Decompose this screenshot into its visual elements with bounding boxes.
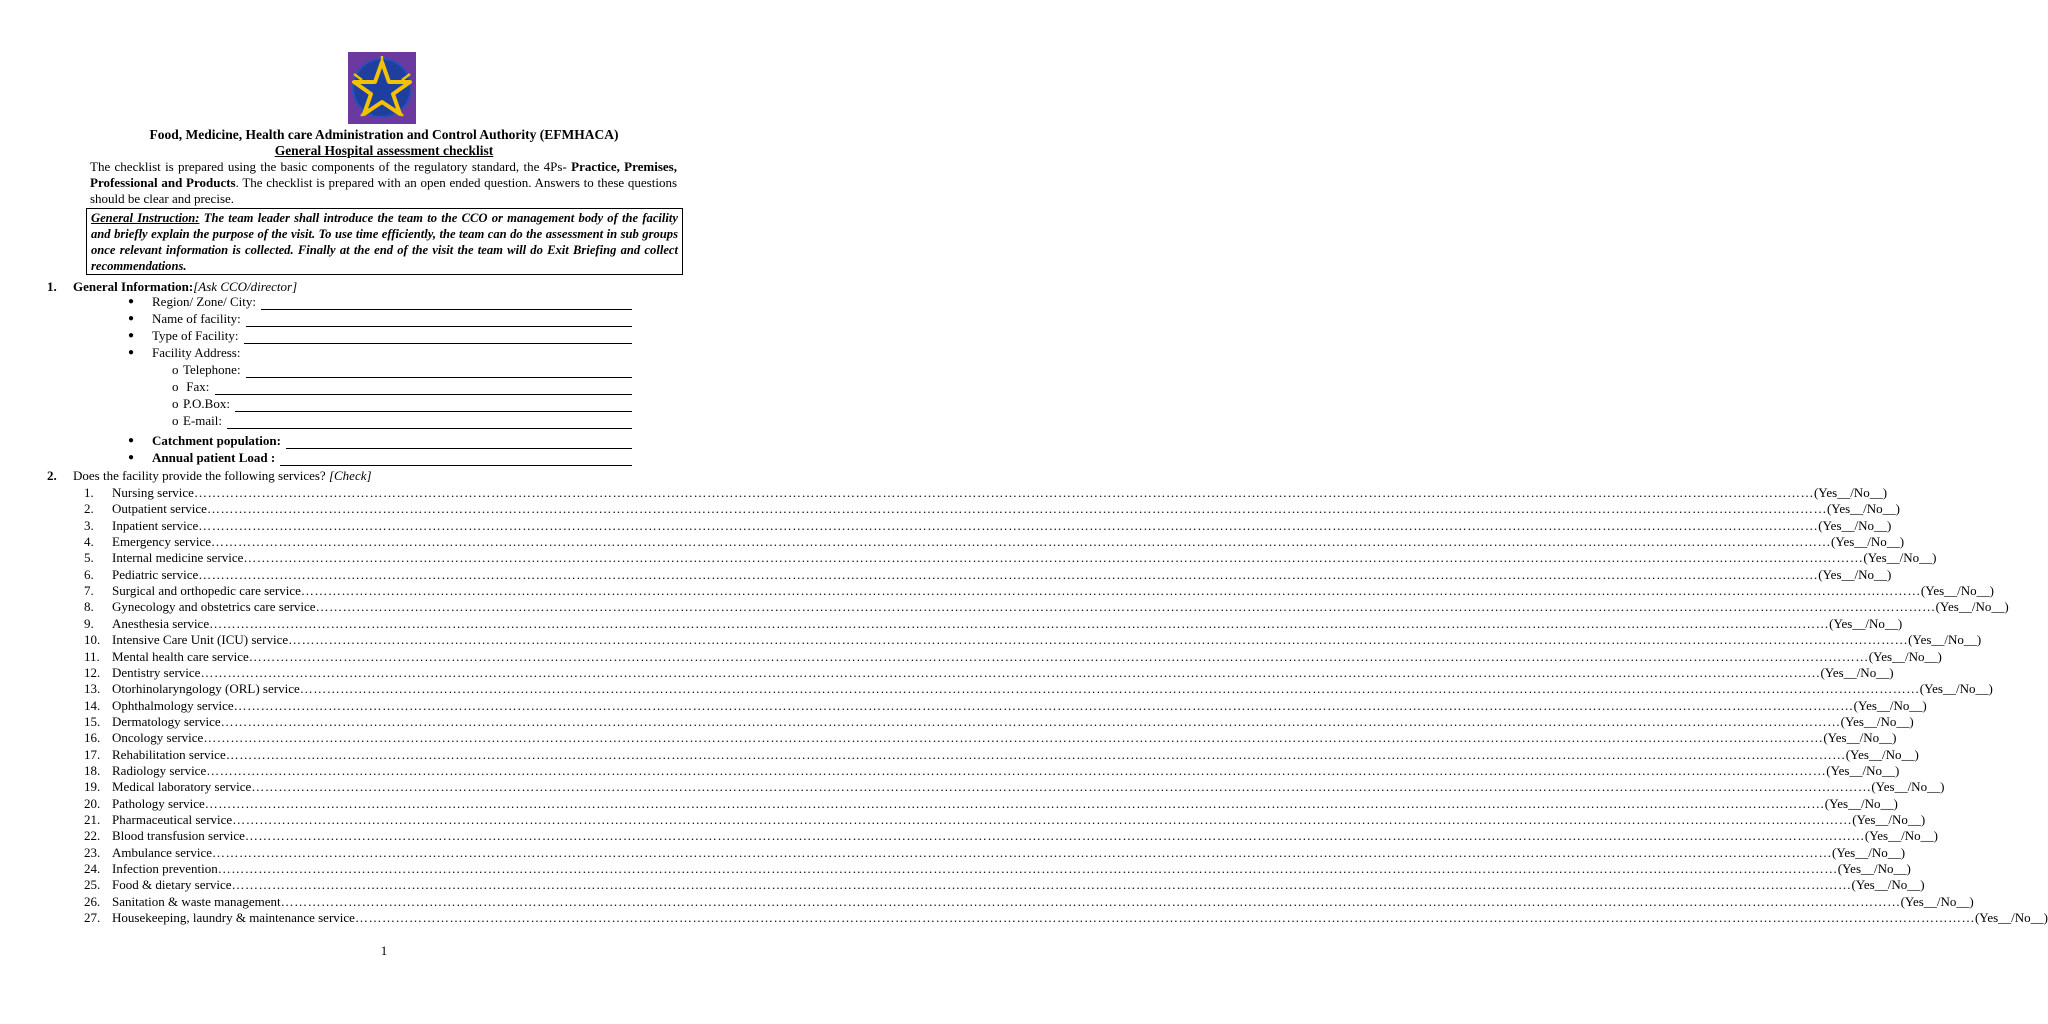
page-number: 1 xyxy=(380,943,388,958)
field-label: Region/ Zone/ City: xyxy=(152,294,260,309)
blank-line[interactable] xyxy=(280,453,632,466)
yes-no-check[interactable]: (Yes__/No__) xyxy=(1871,779,1945,794)
field-fax[interactable] xyxy=(172,379,648,395)
organization-title: Food, Medicine, Health care Administration and Control Authority (EFMHACA) xyxy=(149,127,619,142)
section-1-title: General Information xyxy=(73,279,189,294)
dot-leader: ……………………………………………………………………………………………………………………………………………………………………………………………………………………………………………………………………………………………………………………………… xyxy=(251,779,1872,794)
dot-leader: ……………………………………………………………………………………………………………………………………………………………………………………………………………………………………………………………………………………………………………………………… xyxy=(231,877,1852,892)
dot-leader: ……………………………………………………………………………………………………………………………………………………………………………………………………………………………………………………………………………………………………………………………… xyxy=(204,796,1825,811)
yes-no-check[interactable]: (Yes__/No__) xyxy=(1820,665,1894,680)
dot-leader: ……………………………………………………………………………………………………………………………………………………………………………………………………………………………………………………………………………………………………………………………… xyxy=(206,501,1827,516)
service-row[interactable] xyxy=(84,518,1892,534)
general-instruction-box xyxy=(86,208,683,275)
bullet-icon: ● xyxy=(128,435,135,446)
service-row[interactable] xyxy=(84,910,2048,926)
dot-leader: ……………………………………………………………………………………………………………………………………………………………………………………………………………………………………………………………………………………………………………………………… xyxy=(300,583,1921,598)
star-icon xyxy=(348,52,416,124)
intro-text-4ps: Practice, Premises, Professional and Products xyxy=(90,159,677,190)
service-number: 8. xyxy=(84,599,94,614)
service-name: Food & dietary service xyxy=(112,877,232,892)
bullet-icon: ● xyxy=(128,330,135,341)
instruction-text: The team leader shall introduce the team to the CCO or management body of the facility and briefly explain the purpose of the visit. To use time efficiently, the team can do the assessment in sub groups once relevant information is collected. Finally at the end of the visit the team will do Exit Briefing and collect recommendations. xyxy=(91,211,678,273)
service-name: Nursing service xyxy=(112,485,194,500)
service-number: 7. xyxy=(84,583,94,598)
service-number: 10. xyxy=(84,632,101,647)
dot-leader: ……………………………………………………………………………………………………………………………………………………………………………………………………………………………………………………………………………………………………………………………… xyxy=(248,649,1869,664)
sub-bullet-icon: o xyxy=(172,362,179,377)
yes-no-check[interactable]: (Yes__/No__) xyxy=(1826,501,1901,516)
service-row[interactable] xyxy=(84,861,1911,877)
service-number: 11. xyxy=(84,649,100,664)
service-name: Gynecology and obstetrics care service xyxy=(112,599,316,614)
service-row[interactable] xyxy=(84,714,1914,730)
dot-leader: ……………………………………………………………………………………………………………………………………………………………………………………………………………………………………………………………………………………………………………………………… xyxy=(217,861,1838,876)
service-number: 19. xyxy=(84,779,101,794)
field-label: Telephone: xyxy=(183,362,244,377)
blank-line[interactable] xyxy=(246,365,632,378)
service-name: Pathology service xyxy=(112,796,205,811)
service-number: 27. xyxy=(84,910,101,925)
service-name: Inpatient service xyxy=(112,518,199,533)
field-facility-name[interactable] xyxy=(128,311,648,327)
section-2-question: Does the facility provide the following services? xyxy=(73,468,329,483)
yes-no-check[interactable]: (Yes__/No__) xyxy=(1823,730,1897,745)
service-row[interactable] xyxy=(84,730,1897,746)
bullet-icon: ● xyxy=(128,347,135,358)
service-number: 25. xyxy=(84,877,101,892)
yes-no-check[interactable]: (Yes__/No__) xyxy=(1818,518,1892,533)
yes-no-check[interactable]: (Yes__/No__) xyxy=(1831,845,1906,860)
field-facility-address xyxy=(128,345,648,361)
yes-no-check[interactable]: (Yes__/No__) xyxy=(1868,649,1942,664)
service-number: 23. xyxy=(84,845,101,860)
yes-no-check[interactable]: (Yes__/No__) xyxy=(1864,828,1938,843)
service-row[interactable] xyxy=(84,747,1919,763)
service-number: 14. xyxy=(84,698,101,713)
section-2-note: [Check] xyxy=(328,468,372,483)
service-number: 16. xyxy=(84,730,101,745)
service-name: Pediatric service xyxy=(112,567,199,582)
yes-no-check[interactable]: (Yes__/No__) xyxy=(1851,877,1925,892)
intro-paragraph xyxy=(90,159,677,207)
service-row[interactable] xyxy=(84,779,1945,795)
service-number: 13. xyxy=(84,681,101,696)
blank-line[interactable] xyxy=(246,314,632,327)
bullet-icon: ● xyxy=(128,452,135,463)
document-title: General Hospital assessment checklist xyxy=(274,143,494,158)
field-catchment-population[interactable] xyxy=(128,433,648,449)
field-facility-type[interactable] xyxy=(128,328,648,344)
yes-no-check[interactable]: (Yes__/No__) xyxy=(1863,550,1937,565)
service-name: Infection prevention xyxy=(112,861,218,876)
field-label: Type of Facility: xyxy=(152,328,242,343)
service-name: Ambulance service xyxy=(112,845,212,860)
dot-leader: ……………………………………………………………………………………………………………………………………………………………………………………………………………………………………………………………………………………………………………………………… xyxy=(288,632,1909,647)
service-row[interactable] xyxy=(84,485,1888,501)
service-name: Medical laboratory service xyxy=(112,779,252,794)
service-name: Housekeeping, laundry & maintenance service xyxy=(112,910,355,925)
service-name: Intensive Care Unit (ICU) service xyxy=(112,632,289,647)
service-number: 3. xyxy=(84,518,94,533)
dot-leader: ……………………………………………………………………………………………………………………………………………………………………………………………………………………………………………………………………………………………………………………………… xyxy=(220,714,1841,729)
service-number: 9. xyxy=(84,616,94,631)
blank-line[interactable] xyxy=(244,331,632,344)
instruction-label: General Instruction: xyxy=(91,211,200,225)
service-row[interactable] xyxy=(84,550,1937,566)
service-row[interactable] xyxy=(84,681,1993,697)
service-name: Dermatology service xyxy=(112,714,221,729)
service-row[interactable] xyxy=(84,796,1898,812)
dot-leader: ……………………………………………………………………………………………………………………………………………………………………………………………………………………………………………………………………………………………………………………………… xyxy=(354,910,1975,925)
field-region[interactable] xyxy=(128,294,648,310)
field-label: E-mail: xyxy=(183,413,226,428)
service-name: Blood transfusion service xyxy=(112,828,245,843)
yes-no-check[interactable]: (Yes__/No__) xyxy=(1824,796,1898,811)
service-name: Internal medicine service xyxy=(112,550,244,565)
yes-no-check[interactable]: (Yes__/No__) xyxy=(1845,747,1919,762)
field-label: Fax: xyxy=(183,379,213,394)
service-number: 20. xyxy=(84,796,101,811)
field-annual-patient-load[interactable] xyxy=(128,450,648,466)
sub-bullet-icon: o xyxy=(172,379,179,394)
service-name: Sanitation & waste management xyxy=(112,894,281,909)
dot-leader: ……………………………………………………………………………………………………………………………………………………………………………………………………………………………………………………………………………………………………………………………… xyxy=(211,534,1832,549)
service-name: Radiology service xyxy=(112,763,207,778)
dot-leader: ……………………………………………………………………………………………………………………………………………………………………………………………………………………………………………………………………………………………………………………………… xyxy=(244,828,1865,843)
yes-no-check[interactable]: (Yes__/No__) xyxy=(1935,599,2009,614)
yes-no-check[interactable]: (Yes__/No__) xyxy=(1813,485,1888,500)
section-1-colon: : xyxy=(188,279,194,294)
yes-no-check[interactable]: (Yes__/No__) xyxy=(1840,714,1914,729)
field-label: P.O.Box: xyxy=(183,396,234,411)
dot-leader: ……………………………………………………………………………………………………………………………………………………………………………………………………………………………………………………………………………………………………………………………… xyxy=(198,518,1819,533)
dot-leader: ……………………………………………………………………………………………………………………………………………………………………………………………………………………………………………………………………………………………………………………………… xyxy=(233,698,1854,713)
section-1-note: [Ask CCO/director] xyxy=(193,279,298,294)
service-row[interactable] xyxy=(84,534,1905,550)
service-row[interactable] xyxy=(84,599,2009,615)
blank-line[interactable] xyxy=(235,399,632,412)
dot-leader: ……………………………………………………………………………………………………………………………………………………………………………………………………………………………………………………………………………………………………………………………… xyxy=(203,730,1824,745)
service-number: 15. xyxy=(84,714,101,729)
yes-no-check[interactable]: (Yes__/No__) xyxy=(1837,861,1911,876)
yes-no-check[interactable]: (Yes__/No__) xyxy=(1818,567,1892,582)
yes-no-check[interactable]: (Yes__/No__) xyxy=(1829,616,1903,631)
dot-leader: ……………………………………………………………………………………………………………………………………………………………………………………………………………………………………………………………………………………………………………………………… xyxy=(232,812,1853,827)
yes-no-check[interactable]: (Yes__/No__) xyxy=(1853,698,1927,713)
service-number: 17. xyxy=(84,747,101,762)
service-name: Ophthalmology service xyxy=(112,698,234,713)
dot-leader: ……………………………………………………………………………………………………………………………………………………………………………………………………………………………………………………………………………………………………………………………… xyxy=(206,763,1827,778)
service-number: 21. xyxy=(84,812,101,827)
blank-line[interactable] xyxy=(227,416,632,429)
dot-leader: ……………………………………………………………………………………………………………………………………………………………………………………………………………………………………………………………………………………………………………………………… xyxy=(209,616,1830,631)
service-name: Pharmaceutical service xyxy=(112,812,233,827)
service-row[interactable] xyxy=(84,649,1942,665)
service-row[interactable] xyxy=(84,616,1903,632)
service-name: Mental health care service xyxy=(112,649,249,664)
yes-no-check[interactable]: (Yes__/No__) xyxy=(1831,534,1905,549)
yes-no-check[interactable]: (Yes__/No__) xyxy=(1826,763,1900,778)
dot-leader: ……………………………………………………………………………………………………………………………………………………………………………………………………………………………………………………………………………………………………………………………… xyxy=(243,550,1864,565)
dot-leader: ……………………………………………………………………………………………………………………………………………………………………………………………………………………………………………………………………………………………………………………………… xyxy=(193,485,1814,500)
field-telephone[interactable] xyxy=(172,362,648,378)
intro-text-part1: The checklist is prepared using the basic components of the regulatory standard, the 4Ps- xyxy=(90,159,572,174)
service-name: Emergency service xyxy=(112,534,212,549)
service-number: 22. xyxy=(84,828,101,843)
service-number: 26. xyxy=(84,894,101,909)
blank-line[interactable] xyxy=(261,297,632,310)
service-row[interactable] xyxy=(84,665,1894,681)
bullet-icon: ● xyxy=(128,313,135,324)
dot-leader: ……………………………………………………………………………………………………………………………………………………………………………………………………………………………………………………………………………………………………………………………… xyxy=(225,747,1846,762)
service-row[interactable] xyxy=(84,698,1927,714)
service-name: Rehabilitation service xyxy=(112,747,226,762)
service-number: 2. xyxy=(84,501,94,516)
dot-leader: ……………………………………………………………………………………………………………………………………………………………………………………………………………………………………………………………………………………………………………………………… xyxy=(299,681,1920,696)
sub-bullet-icon: o xyxy=(172,396,179,411)
yes-no-check[interactable]: (Yes__/No__) xyxy=(1908,632,1982,647)
service-number: 6. xyxy=(84,567,94,582)
service-row[interactable] xyxy=(84,894,1974,910)
service-row[interactable] xyxy=(84,501,1901,517)
service-row[interactable] xyxy=(84,567,1892,583)
star-emblem-logo xyxy=(348,52,416,124)
yes-no-check[interactable]: (Yes__/No__) xyxy=(1852,812,1926,827)
service-name: Otorhinolaryngology (ORL) service xyxy=(112,681,300,696)
service-name: Surgical and orthopedic care service xyxy=(112,583,301,598)
service-row[interactable] xyxy=(84,812,1926,828)
service-number: 5. xyxy=(84,550,94,565)
dot-leader: ……………………………………………………………………………………………………………………………………………………………………………………………………………………………………………………………………………………………………………………………… xyxy=(211,845,1832,860)
service-row[interactable] xyxy=(84,632,1982,648)
yes-no-check[interactable]: (Yes__/No__) xyxy=(1920,583,1994,598)
yes-no-check[interactable]: (Yes__/No__) xyxy=(1900,894,1974,909)
service-name: Anesthesia service xyxy=(112,616,210,631)
dot-leader: ……………………………………………………………………………………………………………………………………………………………………………………………………………………………………………………………………………………………………………………………… xyxy=(315,599,1936,614)
service-name: Dentistry service xyxy=(112,665,201,680)
service-number: 18. xyxy=(84,763,101,778)
service-number: 12. xyxy=(84,665,101,680)
yes-no-check[interactable]: (Yes__/No__) xyxy=(1919,681,1993,696)
field-label: Facility Address: xyxy=(152,345,241,360)
blank-line[interactable] xyxy=(286,436,632,449)
service-row[interactable] xyxy=(84,877,1925,893)
service-row[interactable] xyxy=(84,845,1906,861)
blank-line[interactable] xyxy=(215,382,632,395)
field-email[interactable] xyxy=(172,413,648,429)
field-po-box[interactable] xyxy=(172,396,648,412)
dot-leader: ……………………………………………………………………………………………………………………………………………………………………………………………………………………………………………………………………………………………………………………………… xyxy=(200,665,1821,680)
field-label: Catchment population: xyxy=(152,433,285,448)
service-name: Oncology service xyxy=(112,730,204,745)
section-2-number: 2. xyxy=(47,468,57,483)
section-1-heading xyxy=(73,279,297,295)
section-1-number: 1. xyxy=(47,279,57,294)
service-number: 4. xyxy=(84,534,94,549)
section-2-heading xyxy=(73,468,372,484)
service-number: 24. xyxy=(84,861,101,876)
service-row[interactable] xyxy=(84,828,1938,844)
service-row[interactable] xyxy=(84,583,1994,599)
dot-leader: ……………………………………………………………………………………………………………………………………………………………………………………………………………………………………………………………………………………………………………………………… xyxy=(280,894,1901,909)
service-name: Outpatient service xyxy=(112,501,207,516)
yes-no-check[interactable]: (Yes__/No__) xyxy=(1974,910,2048,925)
field-label: Annual patient Load : xyxy=(152,450,279,465)
sub-bullet-icon: o xyxy=(172,413,179,428)
field-label: Name of facility: xyxy=(152,311,245,326)
service-row[interactable] xyxy=(84,763,1900,779)
bullet-icon: ● xyxy=(128,296,135,307)
dot-leader: ……………………………………………………………………………………………………………………………………………………………………………………………………………………………………………………………………………………………………………………………… xyxy=(198,567,1819,582)
service-number: 1. xyxy=(84,485,94,500)
intro-text-part3: . The checklist is prepared with an open ended question. Answers to these questions should be clear and precise. xyxy=(90,175,677,206)
